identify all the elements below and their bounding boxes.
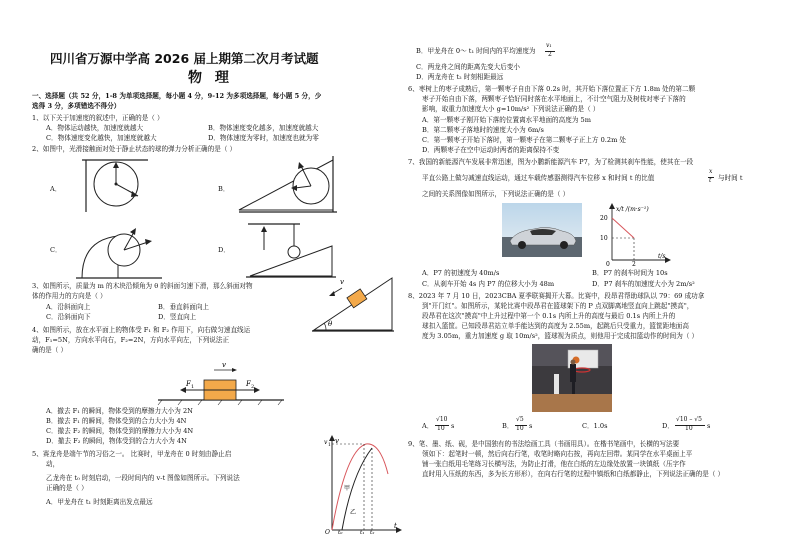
q4-stem-line1: 4、如图所示，放在水平面上的物体受 F₁ 和 F₂ 作用下，向右做匀速直线运: [32, 326, 251, 334]
q7-stem-line2-end: 与时间 t: [718, 174, 743, 182]
q2-label-a: A．: [50, 185, 62, 193]
q2-label-c: C．: [50, 246, 62, 254]
q7-y20-label: 20: [600, 215, 608, 222]
q8-option-a-numerator: √10: [436, 416, 448, 423]
q3-incline-diagram: [310, 272, 396, 336]
q7-stem-line2: 平直公路上做匀减速直线运动，通过车载传感器测得汽车位移 x 和时间 t 的比值: [422, 174, 655, 182]
q4-option-a: A．撤去 F₁ 的瞬间，物体受到的摩擦力大小为 2N: [46, 407, 193, 415]
q3-option-a: A．沿斜面向上: [46, 303, 91, 311]
q5-t2-label: t₂: [370, 530, 375, 534]
q5-v1-subscript: 1: [328, 443, 331, 448]
q5-option-c: C．两龙舟之间的距离先变大后变小: [416, 63, 520, 71]
q7-x-axis-label: t/s: [658, 253, 666, 260]
q8-stem-line5: 度为 3.05m，重力加速度 g 取 10m/s²，篮球视为质点，则他用于完成扣篮动作的时间为（ ）: [422, 332, 699, 340]
q9-stem-line2: 领如下：起笔时一顿，然后向右行笔，收笔时略向右按，再向左回带。某同学在水平桌面上平: [422, 450, 693, 458]
q7-option-d: D．P7 刹车的加速度大小为 2m/s²: [592, 280, 695, 288]
q8-option-b-unit: s: [529, 422, 533, 430]
q8-option-d-numerator: √10 – √5: [676, 416, 702, 423]
basketball-photo: [532, 344, 612, 412]
q5-t1-label: t₁: [360, 530, 365, 534]
q2-label-d: D．: [218, 246, 230, 254]
q5-option-a: A．甲龙舟在 t₁ 时刻距离出发点最远: [46, 498, 153, 506]
q7-fraction-denominator: t: [709, 177, 712, 184]
car-photo: [502, 203, 582, 257]
q3-velocity-label: v: [340, 278, 344, 286]
q4-f2-label: F: [246, 380, 251, 388]
q5-stem-line3: 乙龙舟在 t₀ 时刻启动，一段时间内的 v-t 图像如图所示。下列说法: [46, 474, 240, 482]
q6-stem-line3: 影响，取重力加速度大小 g=10m/s² 下列说法正确的是（ ）: [422, 105, 600, 113]
q6-stem-line2: 枣子开始自由下落，两颗枣子恰好同时落在水平地面上，不计空气阻力及树枝对枣子下落的: [422, 95, 686, 103]
q8-option-d-label: D．: [662, 422, 674, 430]
q8-option-d-denominator: 10: [685, 425, 693, 432]
q4-f1-label: F: [186, 380, 191, 388]
q7-graph: [594, 202, 674, 266]
q5-option-b: B．甲龙舟在 0～ t₁ 时间内的平均速度为: [416, 47, 536, 55]
q7-y10-label: 10: [600, 235, 608, 242]
q7-fraction-numerator: x: [709, 168, 713, 175]
q3-stem-line1: 3、如图所示，质量为 m 的木块沿倾角为 θ 的斜面匀速下滑，那么斜面对物: [32, 282, 253, 290]
q5-t-axis-label: t: [394, 522, 397, 530]
q7-stem-line1: 7、我国的新能源汽车发展非常迅速，图为小鹏新能源汽车 P7，为了检测其刹车性能，使其在一段: [408, 158, 694, 166]
q6-option-d: D．两颗枣子在空中运动时两者的距离保持不变: [422, 146, 560, 154]
q7-stem-line3: 之间的关系图像如图所示，下列说法正确的是（ ）: [422, 190, 570, 198]
q3-option-c: C．沿斜面向下: [46, 313, 91, 321]
q1-stem: 1、以下关于加速度的叙述中，正确的是（ ）: [32, 114, 164, 122]
q4-stem-line3: 确的是（ ）: [32, 346, 68, 354]
q8-option-d-unit: s: [707, 422, 711, 430]
q1-option-a: A．物体运动越快，加速度就越大: [46, 124, 144, 132]
q7-option-b: B．P7 的刹车时间为 10s: [592, 269, 668, 277]
q4-force-diagram: [156, 360, 286, 408]
q8-option-b-numerator: √5: [516, 416, 524, 423]
q5-option-d: D．两龙舟在 t₂ 时刻相距最远: [416, 73, 504, 81]
q3-angle-label: θ: [328, 320, 333, 328]
q1-option-c: C．物体速度变化越快，加速度就越大: [46, 134, 157, 142]
q1-option-b: B．物体速度变化越多，加速度就越大: [208, 124, 319, 132]
q8-option-a-denominator: 10: [437, 425, 445, 432]
q6-option-c: C．第一颗枣子开始下落时，第一颗枣子在第二颗枣子正上方 0.2m 处: [422, 136, 627, 144]
q3-option-d: D．竖直向上: [158, 313, 197, 321]
q8-option-b-denominator: 10: [516, 425, 524, 432]
q6-option-b: B．第二颗枣子落地时的速度大小为 6m/s: [422, 126, 544, 134]
q8-stem-line4: 球扣入篮筐。已知段昂君站立单手能达到的高度为 2.55m，起跳后只受重力，篮筐距地面高: [422, 322, 689, 330]
section-heading: 一、选择题（共 52 分，1-8 为单项选择题，每小题 4 分，9-12 为多项选择题，每小题 5 分，少: [32, 92, 322, 100]
q4-option-d: D．撤去 F₂ 的瞬间，物体受到的合力大小为 4N: [46, 437, 187, 445]
q4-stem-line2: 动，F₁=5N，方向水平向右，F₂=2N，方向水平向左，下列说法正: [32, 336, 230, 344]
q7-origin-label: 0: [606, 261, 610, 266]
q9-stem-line4: 直时用入压纸的东西，多为长方形形），在向右行笔的过程中镇纸和白纸都静止，下列说法正确的是（ ）: [422, 470, 725, 478]
q2-diagram-b: [233, 154, 343, 216]
q2-stem: 2、如图中，光滑接触面对处于静止状态的球的弹力分析正确的是（ ）: [32, 145, 237, 153]
q7-x2-label: 2: [632, 261, 636, 266]
q5-origin-label: O: [325, 529, 330, 534]
q5-stem-line2: 动，: [46, 460, 60, 468]
q8-stem-line2: 到"开门红"。如图所示，某轮比赛中段昂君在篮球架下的 P 点双脚离地竖直向上跳起"摸高"，: [422, 302, 694, 310]
q5-stem-line1: 5、赛龙舟是端午节的习俗之一。 比赛时，甲龙舟在 0 时刻由静止启: [32, 450, 232, 458]
q2-diagram-a: [68, 156, 168, 216]
q9-stem-line1: 9、笔、墨、纸、砚，是中国独有的书法绘画工具（书画用具）。在楷书笔画中，长横的写法要: [408, 440, 680, 448]
q4-option-b: B．撤去 F₁ 的瞬间，物体受到的合力大小为 4N: [46, 417, 187, 425]
q8-option-a-label: A．: [422, 422, 434, 430]
q4-velocity-label: v: [222, 361, 226, 369]
q6-option-a: A．第一颗枣子刚开始下落的位置离水平地面的高度为 5m: [422, 116, 591, 124]
q3-option-b: B．垂直斜面向上: [158, 303, 210, 311]
q8-option-a-unit: s: [451, 422, 455, 430]
q1-option-d: D．物体速度为零时，加速度也就为零: [208, 134, 319, 142]
q5-v1-label: v: [324, 439, 328, 446]
exam-title: 四川省万源中学高 2026 届上期第二次月考试题: [50, 51, 319, 66]
subject-title: 物 理: [188, 70, 233, 86]
q6-stem-line1: 6、枣树上的枣子成熟后，第一颗枣子自由下落 0.2s 时，其开始下落位置正下方 1.8m 处的第二颗: [408, 85, 696, 93]
q5-t0-label: t₀: [338, 530, 343, 534]
q2-label-b: B．: [218, 185, 230, 193]
q5-jia-label: 甲: [344, 485, 351, 492]
q5-vt-graph: [322, 434, 402, 534]
q5-stem-line4: 正确的是（ ）: [46, 484, 88, 492]
q2-diagram-c: [72, 220, 167, 282]
q5-option-b-denominator: 2: [548, 51, 552, 58]
q5-v-axis-label: v: [335, 437, 339, 445]
q8-stem-line3: 段昂君在这次"摸高"中上升过程中第一个 0.1s 内所上升的高度与最后 0.1s 内所上升的: [422, 312, 676, 320]
q7-y-axis-label: x/t /(m·s⁻¹): [616, 206, 649, 213]
q9-stem-line3: 铺一张白纸用毛笔练习长横写法，为防止打滑，他在白纸的左边缘处放置一块镇纸（压字作: [422, 460, 686, 468]
q4-f1-subscript: 1: [191, 384, 195, 390]
q7-option-a: A．P7 的初速度为 40m/s: [422, 269, 500, 277]
section-heading-cont: 选得 3 分，多项错选不得分）: [32, 102, 121, 110]
q5-yi-label: 乙: [350, 509, 357, 516]
q8-stem-line1: 8、2023 年 7 月 10 日，2023CBA 夏季联赛揭开大幕。比赛中，段昂君帮助球队以 79：69 成功拿: [408, 292, 705, 300]
q8-option-c: C．1.0s: [582, 422, 608, 430]
q5-option-b-numerator: v₁: [546, 42, 552, 49]
q4-f2-subscript: 2: [251, 384, 255, 390]
q3-stem-line2: 体的作用力的方向是（ ）: [32, 292, 107, 300]
q4-option-c: C．撤去 F₂ 的瞬间，物体受到的摩擦力大小为 4N: [46, 427, 194, 435]
q7-option-c: C．从刹车开始 4s 内 P7 的位移大小为 48m: [422, 280, 555, 288]
q8-option-b-label: B．: [502, 422, 514, 430]
q2-diagram-d: [240, 220, 340, 280]
